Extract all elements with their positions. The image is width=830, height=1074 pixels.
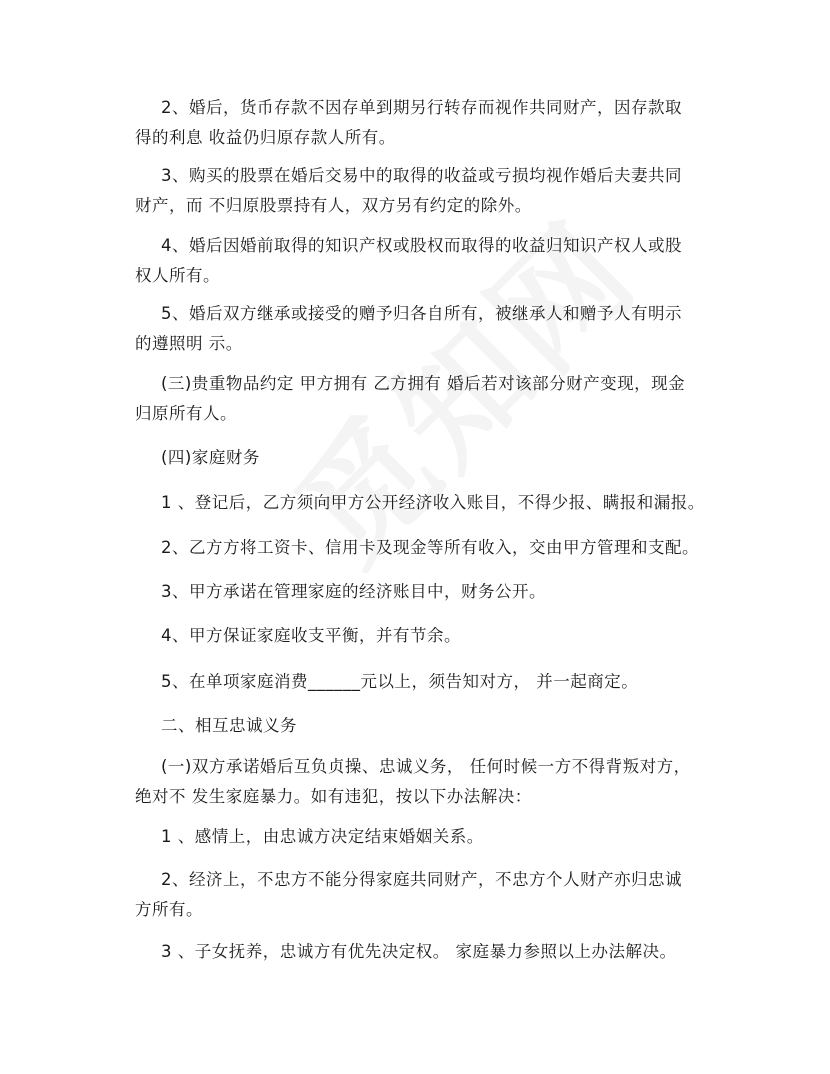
heading-line: 二、相互忠诚义务	[161, 716, 297, 735]
paragraph-deposit	[135, 93, 715, 153]
paragraph-balance	[135, 621, 715, 651]
paragraph-ip	[135, 231, 715, 291]
paragraph-line: 绝对不 发生家庭暴力。如有违犯，按以下办法解决：	[135, 787, 532, 806]
paragraph-line: 3 、子女抚养，忠诚方有优先决定权。 家庭暴力参照以上办法解决。	[161, 942, 677, 961]
paragraph-line: 归原所有人。	[135, 404, 237, 423]
paragraph-line: 3、甲方承诺在管理家庭的经济账目中，财务公开。	[161, 582, 546, 601]
paragraph-income-disclosure	[135, 488, 715, 518]
paragraph-line: 4、甲方保证家庭收支平衡，并有节余。	[161, 626, 461, 645]
section-heading-family-finance	[135, 443, 715, 473]
paragraph-line: 1 、感情上，由忠诚方决定结束婚姻关系。	[161, 827, 484, 846]
paragraph-line: 5、在单项家庭消费______元以上，须告知对方， 并一起商定。	[161, 672, 639, 691]
paragraph-line: (三)贵重物品约定 甲方拥有 乙方拥有 婚后若对该部分财产变现，现金	[161, 374, 686, 393]
section-heading-loyalty	[135, 711, 715, 741]
paragraph-accounts-open	[135, 577, 715, 607]
paragraph-line: 5、婚后双方继承或接受的赠予归各自所有，被继承人和赠予人有明示	[161, 304, 682, 323]
paragraph-line: 权人所有。	[135, 266, 220, 285]
paragraph-emotional	[135, 822, 715, 852]
paragraph-line: 的遵照明 示。	[135, 334, 243, 353]
paragraph-line: 4、婚后因婚前取得的知识产权或股权而取得的收益归知识产权人或股	[161, 236, 682, 255]
heading-line: (四)家庭财务	[161, 448, 260, 467]
paragraph-line: 财产，而 不归原股票持有人，双方另有约定的除外。	[135, 196, 532, 215]
paragraph-consumption	[135, 667, 715, 697]
paragraph-fidelity	[135, 752, 715, 812]
paragraph-line: 得的利息 收益仍归原存款人所有。	[135, 128, 396, 147]
paragraph-line: 2、婚后，货币存款不因存单到期另行转存而视作共同财产，因存款取	[161, 98, 682, 117]
paragraph-salary-card	[135, 533, 715, 563]
paragraph-inheritance	[135, 299, 715, 359]
paragraph-line: 2、经济上，不忠方不能分得家庭共同财产，不忠方个人财产亦归忠诚	[161, 870, 682, 889]
paragraph-line: 3、购买的股票在婚后交易中的取得的收益或亏损均视作婚后夫妻共同	[161, 166, 682, 185]
paragraph-line: 方所有。	[135, 900, 203, 919]
paragraph-line: 1 、登记后，乙方须向甲方公开经济收入账目，不得少报、瞒报和漏报。	[161, 493, 705, 512]
paragraph-stocks	[135, 161, 715, 221]
paragraph-line: (一)双方承诺婚后互负贞操、忠诚义务， 任何时候一方不得背叛对方，	[161, 757, 691, 776]
paragraph-economic	[135, 865, 715, 925]
paragraph-custody	[135, 937, 715, 967]
paragraph-line: 2、乙方方将工资卡、信用卡及现金等所有收入，交由甲方管理和支配。	[161, 538, 699, 557]
paragraph-valuables	[135, 369, 715, 429]
